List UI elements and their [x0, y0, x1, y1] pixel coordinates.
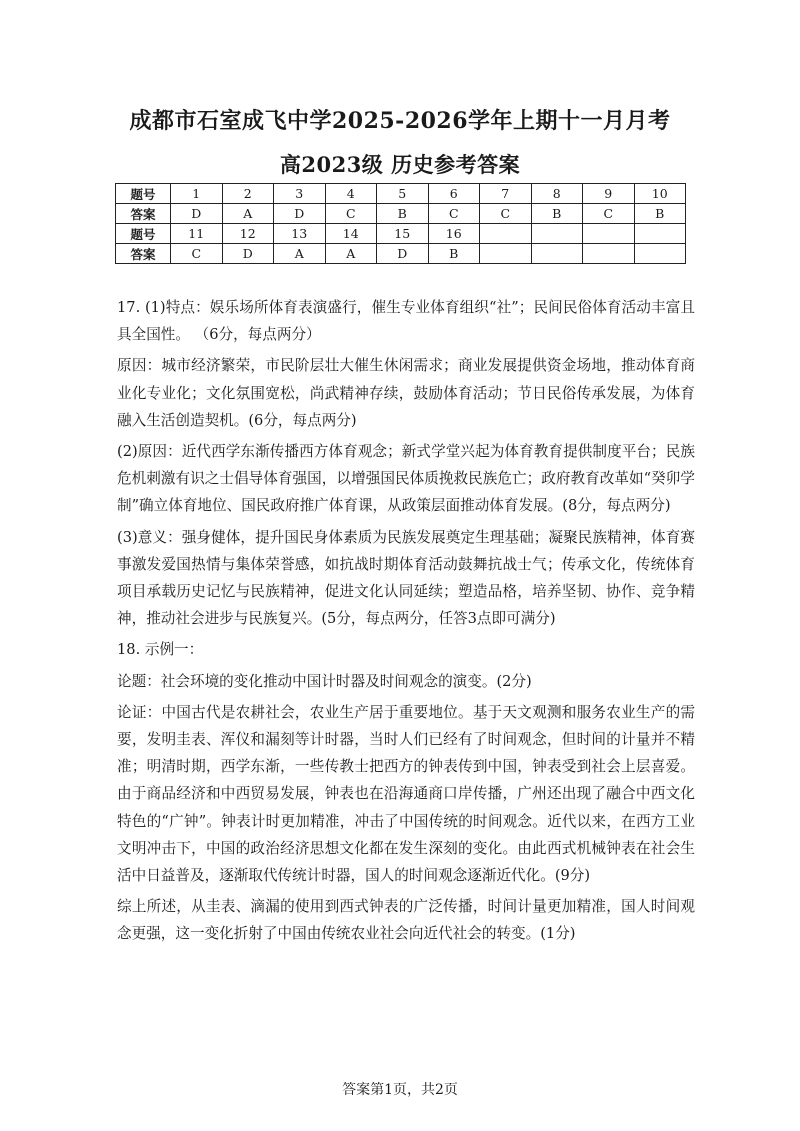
table-row-answers-1 [116, 204, 686, 224]
answer-cell: B [634, 204, 686, 224]
answer-cell: C [171, 244, 223, 264]
question-number: 1 [171, 184, 223, 204]
question-number: 2 [222, 184, 274, 204]
question-number: 8 [531, 184, 583, 204]
question-number: 11 [171, 224, 223, 244]
answer-cell: A [222, 204, 274, 224]
question-number: 13 [274, 224, 326, 244]
answer-cell: C [583, 204, 635, 224]
question-number: 4 [325, 184, 377, 204]
table-row-numbers-2 [116, 224, 686, 244]
answer-cell: D [171, 204, 223, 224]
question-number: 10 [634, 184, 686, 204]
row-label-number: 题号 [116, 184, 171, 204]
page-footer: 答案第1页，共2页 [342, 1082, 458, 1098]
answer-cell [634, 244, 686, 264]
question-number: 3 [274, 184, 326, 204]
question-number: 14 [325, 224, 377, 244]
answer-cell: D [377, 244, 429, 264]
answer-cell [531, 244, 583, 264]
q18-heading: 18. 示例一： [117, 641, 204, 659]
answer-cell [583, 244, 635, 264]
question-number: 5 [377, 184, 429, 204]
page-subtitle: 高2023级 历史参考答案 [279, 152, 521, 177]
question-number: 15 [377, 224, 429, 244]
q18-argument: 论证：中国古代是农耕社会，农业生产居于重要地位。基于天文观测和服务农业生产的需要，发明圭表、浑仪和漏刻等计时器，当时人们已经有了时间观念，但时间的计量并不精准；明清时期，西学东渐，一些传教士把西方的钟表传到中国，钟表受到社会上层喜爱。由于商品经济和中西贸易发展，钟表也在沿海通商口岸传播，广州还出现了融合中西文化特色的“广钟”。钟表计时更加精准，冲击了中国传统的时间观念。近代以来，在西方工业文明冲击下，中国的政治经济思想文化都在发生深刻的变化。由此西式机械钟表在社会生活中日益普及，逐渐取代传统计时器，国人的时间观念逐渐近代化。(9分) [117, 703, 695, 885]
question-number: 12 [222, 224, 274, 244]
answer-cell: C [325, 204, 377, 224]
q17-part2: (2)原因：近代西学东渐传播西方体育观念；新式学堂兴起为体育教育提供制度平台；民族危机刺激有识之士倡导体育强国，以增强国民体质挽救民族危亡；政府教育改革如“癸卯学制”确立体育地位、国民政府推广体育课，从政策层面推动体育发展。(8分，每点两分) [117, 443, 695, 515]
row-label-answer: 答案 [116, 204, 171, 224]
q17-part3: (3)意义：强身健体，提升国民身体素质为民族发展奠定生理基础；凝聚民族精神，体育赛事激发爱国热情与集体荣誉感，如抗战时期体育活动鼓舞抗战士气；传承文化，传统体育项目承载历史记忆与民族精神，促进文化认同延续；塑造品格，培养坚韧、协作、竞争精神，推动社会进步与民族复兴。(5分，每点两分，任答3点即可满分) [117, 528, 695, 628]
answer-cell: B [377, 204, 429, 224]
question-number [531, 224, 583, 244]
question-number: 7 [480, 184, 532, 204]
question-number: 9 [583, 184, 635, 204]
answer-cell: D [222, 244, 274, 264]
row-label-answer: 答案 [116, 244, 171, 264]
question-number [480, 224, 532, 244]
question-number: 16 [428, 224, 480, 244]
answer-cell [480, 244, 532, 264]
question-number [583, 224, 635, 244]
q17-part1-reasons: 原因：城市经济繁荣，市民阶层壮大催生休闲需求；商业发展提供资金场地，推动体育商业化专业化；文化氛围宽松，尚武精神存续，鼓励体育活动；节日民俗传承发展，为体育融入生活创造契机。(6分，每点两分) [117, 357, 695, 429]
q18-conclusion: 综上所述，从圭表、滴漏的使用到西式钟表的广泛传播，时间计量更加精准，国人时间观念更强，这一变化折射了中国由传统农业社会向近代社会的转变。(1分) [117, 898, 695, 943]
answer-cell: C [480, 204, 532, 224]
page-title: 成都市石室成飞中学2025-2026学年上期十一月月考 [129, 108, 671, 134]
table-row-numbers-1 [116, 184, 686, 204]
q17-part1-features: 17. (1)特点：娱乐场所体育表演盛行，催生专业体育组织“社”；民间民俗体育活动丰富且具全国性。 （6分，每点两分） [117, 299, 695, 344]
question-number [634, 224, 686, 244]
answer-cell: C [428, 204, 480, 224]
answer-cell: A [274, 244, 326, 264]
answer-cell: D [274, 204, 326, 224]
row-label-number: 题号 [116, 224, 171, 244]
answer-body [117, 294, 695, 948]
question-number: 6 [428, 184, 480, 204]
answer-cell: B [428, 244, 480, 264]
answer-table [115, 183, 686, 264]
answer-cell: A [325, 244, 377, 264]
table-row-answers-2 [116, 244, 686, 264]
q18-thesis: 论题：社会环境的变化推动中国计时器及时间观念的演变。(2分) [117, 672, 532, 690]
answer-cell: B [531, 204, 583, 224]
